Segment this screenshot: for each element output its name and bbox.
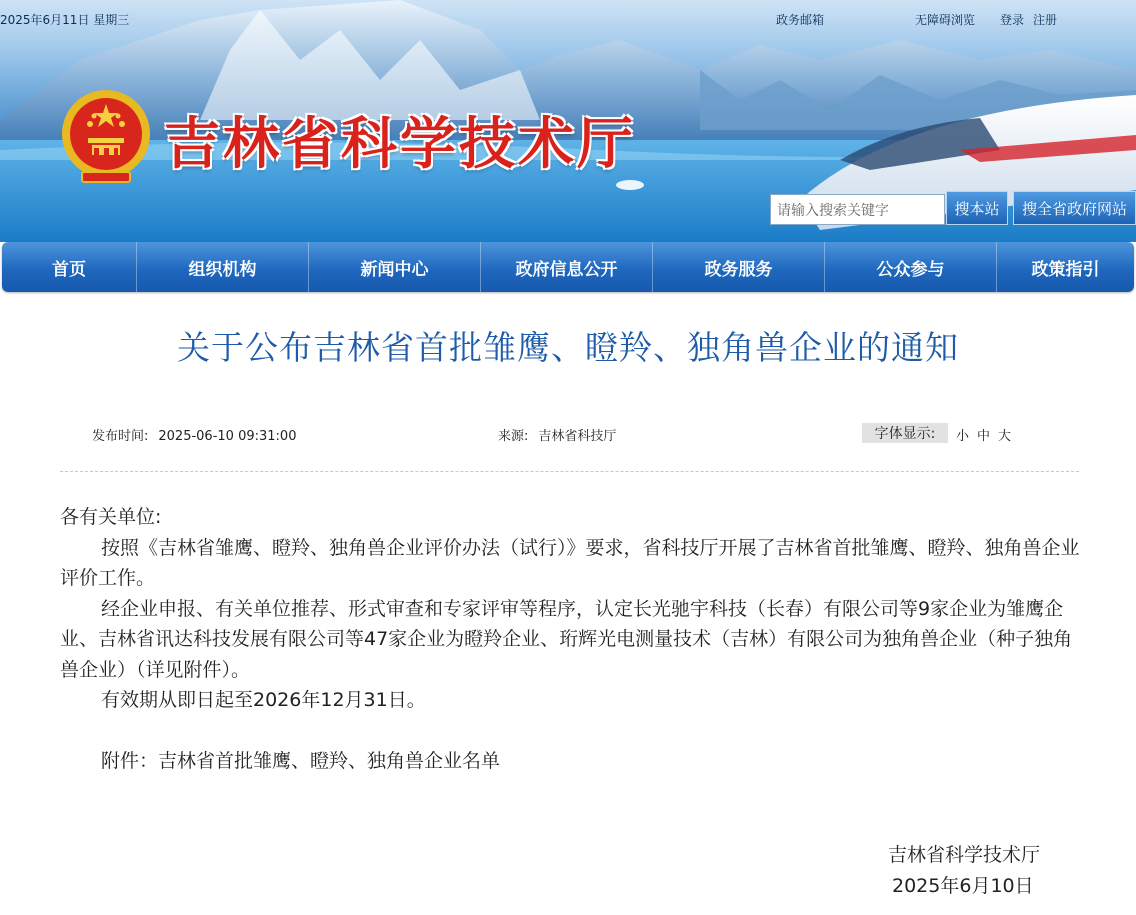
source — [498, 425, 616, 444]
paragraph-2: 经企业申报、有关单位推荐、形式审查和专家评审等程序，认定长光驰宇科技（长春）有限公司等9家企业为雏鹰企业、吉林省讯达科技发展有限公司等47家企业为瞪羚企业、珩辉光电测量技术（吉林）有限公司为独角兽企业（种子独角兽企业）（详见附件）。 — [60, 597, 1073, 681]
nav-gov-info[interactable]: 政府信息公开 — [481, 242, 653, 292]
nav-services[interactable]: 政务服务 — [653, 242, 825, 292]
font-small-button[interactable]: 小 — [956, 429, 970, 444]
source-label: 来源: — [498, 429, 529, 444]
article-body — [60, 502, 1080, 777]
article-title: 关于公布吉林省首批雏鹰、瞪羚、独角兽企业的通知 — [177, 328, 959, 367]
signature-date: 2025年6月10日 — [892, 875, 1034, 897]
register-link[interactable]: 注册 — [1033, 13, 1058, 27]
national-emblem-icon — [60, 88, 152, 188]
attachment-link[interactable]: 附件：吉林省首批雏鹰、瞪羚、独角兽企业名单 — [101, 750, 501, 772]
login-link[interactable]: 登录 — [1000, 13, 1025, 27]
search-site-button[interactable]: 搜本站 — [946, 191, 1008, 225]
nav-organization[interactable]: 组织机构 — [137, 242, 309, 292]
salutation: 各有关单位: — [60, 506, 162, 528]
font-size-label: 字体显示: — [862, 423, 948, 443]
current-date: 2025年6月11日 星期三 — [0, 13, 130, 27]
nav-news[interactable]: 新闻中心 — [309, 242, 481, 292]
nav-policy[interactable]: 政策指引 — [1031, 259, 1100, 280]
accessible-browse-link[interactable]: 无障碍浏览 — [915, 13, 976, 27]
signature-org: 吉林省科学技术厅 — [888, 844, 1041, 866]
meta-divider — [60, 471, 1079, 472]
search-province-button[interactable]: 搜全省政府网站 — [1013, 191, 1136, 225]
search-input[interactable] — [770, 194, 945, 225]
publish-time — [92, 425, 296, 444]
site-banner — [0, 0, 1136, 242]
font-medium-button[interactable]: 中 — [977, 429, 991, 444]
nav-participation[interactable]: 公众参与 — [825, 242, 997, 292]
gov-mail-link[interactable]: 政务邮箱 — [776, 13, 825, 27]
paragraph-3: 有效期从即日起至2026年12月31日。 — [101, 689, 426, 711]
source-value: 吉林省科技厅 — [538, 429, 617, 444]
site-title: 吉林省科学技术厅 — [164, 112, 636, 177]
nav-home[interactable]: 首页 — [2, 242, 137, 292]
publish-value: 2025-06-10 09:31:00 — [158, 429, 297, 444]
paragraph-1: 按照《吉林省雏鹰、瞪羚、独角兽企业评价办法（试行）》要求，省科技厅开展了吉林省首批雏鹰、瞪羚、独角兽企业评价工作。 — [60, 536, 1080, 589]
font-large-button[interactable]: 大 — [998, 429, 1012, 444]
main-nav — [2, 242, 1134, 292]
publish-label: 发布时间: — [92, 429, 149, 444]
